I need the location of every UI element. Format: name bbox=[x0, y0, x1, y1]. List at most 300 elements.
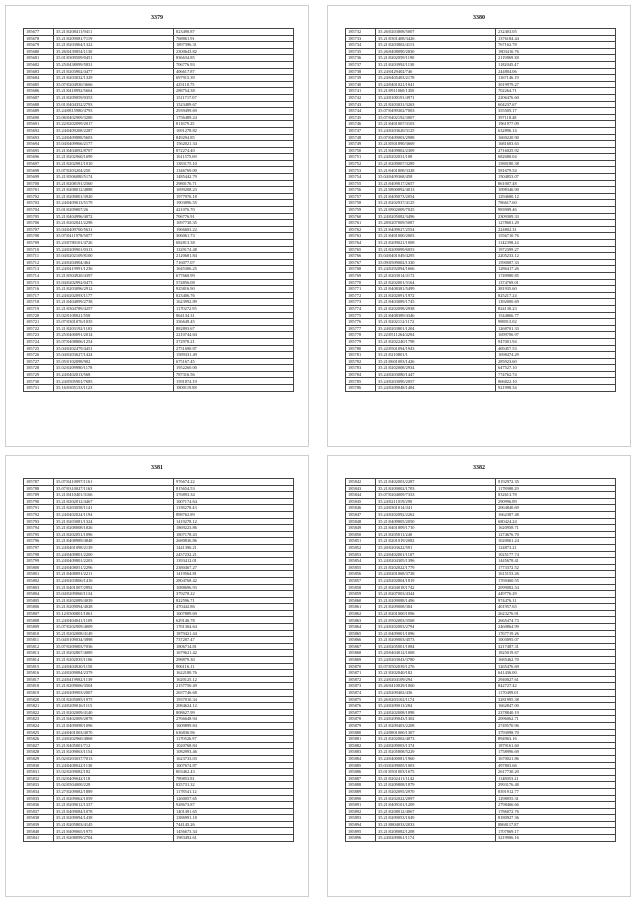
row-id-cell: 185784 bbox=[346, 371, 376, 378]
amount-cell: 1523489.67 bbox=[174, 101, 294, 108]
account-number-cell: 35.24/0209084/2379 bbox=[54, 670, 174, 677]
row-id-cell: 185850 bbox=[346, 531, 376, 538]
account-number-cell: 35.21/0208411/9411 bbox=[54, 29, 174, 36]
row-id-cell: 185835 bbox=[24, 795, 54, 802]
table-row bbox=[24, 338, 294, 345]
row-id-cell: 185799 bbox=[24, 558, 54, 565]
amount-cell: 677660.99 bbox=[174, 272, 294, 279]
amount-cell: 1170272.95 bbox=[174, 305, 294, 312]
amount-cell: 2157750.49 bbox=[174, 683, 294, 690]
row-id-cell: 185885 bbox=[346, 762, 376, 769]
account-number-cell: 35.21/0404099/2738 bbox=[54, 299, 174, 306]
row-id-cell: 185844 bbox=[346, 492, 376, 499]
row-id-cell: 185840 bbox=[24, 828, 54, 835]
table-row bbox=[24, 35, 294, 42]
row-id-cell: 185802 bbox=[24, 577, 54, 584]
table-row bbox=[346, 160, 616, 167]
table-row bbox=[346, 564, 616, 571]
table-row bbox=[346, 749, 616, 756]
row-id-cell: 185892 bbox=[346, 808, 376, 815]
row-id-cell: 185759 bbox=[346, 207, 376, 214]
amount-cell: 124873.21 bbox=[496, 544, 616, 551]
table-row bbox=[24, 358, 294, 365]
amount-cell: 401957.65 bbox=[496, 604, 616, 611]
amount-cell: 1456673.34 bbox=[174, 828, 294, 835]
table-row bbox=[24, 325, 294, 332]
row-id-cell: 185714 bbox=[24, 272, 54, 279]
table-row bbox=[346, 577, 616, 584]
row-id-cell: 185795 bbox=[24, 531, 54, 538]
account-number-cell: 35.21/0409805/2050 bbox=[376, 518, 496, 525]
row-id-cell: 185824 bbox=[24, 722, 54, 729]
table-row bbox=[24, 782, 294, 789]
row-id-cell: 185820 bbox=[24, 696, 54, 703]
row-id-cell: 185881 bbox=[346, 736, 376, 743]
account-number-cell: 35.04/0401049/4295 bbox=[376, 253, 496, 260]
account-number-cell: 35.21/0202098/2938 bbox=[376, 305, 496, 312]
amount-cell: 1020768.84 bbox=[174, 742, 294, 749]
account-number-cell: 35.24/0292094/1666 bbox=[376, 266, 496, 273]
row-id-cell: 185834 bbox=[24, 788, 54, 795]
row-id-cell: 185722 bbox=[24, 325, 54, 332]
amount-cell: 675167.45 bbox=[174, 358, 294, 365]
row-id-cell: 185826 bbox=[24, 736, 54, 743]
account-number-cell: 35.24/0100191/4971 bbox=[376, 94, 496, 101]
amount-cell: 1088696.93 bbox=[174, 584, 294, 591]
table-row bbox=[346, 762, 616, 769]
account-number-cell: 35.24/0301014/341 bbox=[376, 505, 496, 512]
account-number-cell: 35.21/0208082/1208 bbox=[376, 828, 496, 835]
account-number-cell: 35.21/0209059/0353 bbox=[54, 94, 174, 101]
row-id-cell: 185860 bbox=[346, 597, 376, 604]
amount-cell: 1623733.03 bbox=[174, 755, 294, 762]
page-number: 3382 bbox=[473, 465, 485, 471]
row-id-cell: 185687 bbox=[24, 94, 54, 101]
amount-cell: 2064840.69 bbox=[496, 505, 616, 512]
amount-cell: 1803416.76 bbox=[496, 48, 616, 55]
account-number-cell: 35.24/0408051/2296 bbox=[54, 564, 174, 571]
table-row bbox=[24, 299, 294, 306]
row-id-cell: 185859 bbox=[346, 591, 376, 598]
amount-cell: 680424.24 bbox=[496, 518, 616, 525]
ledger-table bbox=[345, 28, 616, 392]
account-number-cell: 35.21/0202059/1190 bbox=[376, 55, 496, 62]
row-id-cell: 185813 bbox=[24, 650, 54, 657]
account-number-cell: 35.01/0309509/0451 bbox=[54, 55, 174, 62]
row-id-cell: 185849 bbox=[346, 525, 376, 532]
table-row bbox=[346, 498, 616, 505]
row-id-cell: 185807 bbox=[24, 610, 54, 617]
amount-cell: 1698474.29 bbox=[496, 352, 616, 359]
amount-cell: 1620958.71 bbox=[496, 525, 616, 532]
amount-cell: 2766648.94 bbox=[174, 716, 294, 723]
table-row bbox=[346, 127, 616, 134]
row-id-cell: 185728 bbox=[24, 365, 54, 372]
account-number-cell: 35.21/0202091/1972 bbox=[376, 292, 496, 299]
row-id-cell: 185700 bbox=[24, 180, 54, 187]
table-row bbox=[346, 650, 616, 657]
table-row bbox=[24, 835, 294, 842]
account-number-cell: 35.02/0409042/118 bbox=[54, 775, 174, 782]
table-row bbox=[346, 378, 616, 385]
table-row bbox=[24, 571, 294, 578]
table-row bbox=[24, 292, 294, 299]
table-row bbox=[24, 42, 294, 49]
account-number-cell: 35.24/0205082/3496 bbox=[376, 213, 496, 220]
amount-cell: 1591874.19 bbox=[174, 378, 294, 385]
row-id-cell: 185792 bbox=[24, 511, 54, 518]
table-row bbox=[346, 558, 616, 565]
account-number-cell: 35.24/0203080/1447 bbox=[376, 371, 496, 378]
account-number-cell: 35.24/0405403/2178 bbox=[376, 75, 496, 82]
table-row bbox=[24, 821, 294, 828]
account-number-cell: 35.21/0202051/1096 bbox=[54, 531, 174, 538]
row-id-cell: 185764 bbox=[346, 240, 376, 247]
account-number-cell: 35.21/0209094/4028 bbox=[54, 604, 174, 611]
row-id-cell: 185863 bbox=[346, 617, 376, 624]
amount-cell: 1374769.01 bbox=[496, 279, 616, 286]
table-row bbox=[346, 676, 616, 683]
table-row bbox=[24, 286, 294, 293]
account-number-cell: 35.21/0418992/5664 bbox=[54, 88, 174, 95]
table-row bbox=[346, 42, 616, 49]
table-row bbox=[24, 742, 294, 749]
row-id-cell: 185789 bbox=[24, 492, 54, 499]
amount-cell: 1562021.34 bbox=[174, 141, 294, 148]
table-row bbox=[24, 657, 294, 664]
table-row bbox=[346, 624, 616, 631]
account-number-cell: 35.21/0408989/4848 bbox=[54, 538, 174, 545]
account-number-cell: 35.24/0209048/1484 bbox=[376, 385, 496, 392]
row-id-cell: 185864 bbox=[346, 624, 376, 631]
row-id-cell: 185838 bbox=[24, 815, 54, 822]
document-page-4 bbox=[327, 455, 631, 897]
account-number-cell: 35.24/0401098/2139 bbox=[54, 544, 174, 551]
account-number-cell: 35.03/0209005/1003 bbox=[376, 762, 496, 769]
account-number-cell: 35.07/0209003/7036 bbox=[54, 643, 174, 650]
table-row bbox=[24, 213, 294, 220]
table-row bbox=[24, 187, 294, 194]
account-number-cell: 35.24/0409888/5603 bbox=[54, 134, 174, 141]
table-row bbox=[24, 479, 294, 486]
row-id-cell: 185887 bbox=[346, 775, 376, 782]
account-number-cell: 35.26/0410029/1060 bbox=[376, 683, 496, 690]
amount-cell: 288754.38 bbox=[174, 88, 294, 95]
table-row bbox=[24, 624, 294, 631]
row-id-cell: 185810 bbox=[24, 630, 54, 637]
table-row bbox=[346, 286, 616, 293]
table-row bbox=[24, 240, 294, 247]
row-id-cell: 185776 bbox=[346, 319, 376, 326]
account-number-cell: 35.21/0210801/1 bbox=[376, 352, 496, 359]
row-id-cell: 185726 bbox=[24, 352, 54, 359]
row-id-cell: 185831 bbox=[24, 769, 54, 776]
amount-cell: 1607889.69 bbox=[174, 610, 294, 617]
row-id-cell: 185679 bbox=[24, 42, 54, 49]
amount-cell: 1148053.21 bbox=[496, 775, 616, 782]
account-number-cell: 35.21/0208008/1826 bbox=[54, 525, 174, 532]
table-row bbox=[24, 637, 294, 644]
account-number-cell: 35.21/0209008/304 bbox=[376, 604, 496, 611]
row-id-cell: 185681 bbox=[24, 55, 54, 62]
account-number-cell: 35.21/0301408/3426 bbox=[376, 35, 496, 42]
table-row bbox=[24, 531, 294, 538]
amount-cell: 2751690.87 bbox=[174, 345, 294, 352]
table-row bbox=[24, 769, 294, 776]
table-row bbox=[24, 207, 294, 214]
table-row bbox=[346, 68, 616, 75]
amount-cell: 832613.78 bbox=[496, 492, 616, 499]
row-id-cell: 185697 bbox=[24, 160, 54, 167]
account-number-cell: 35.26/0439854/1130 bbox=[54, 48, 174, 55]
row-id-cell: 185801 bbox=[24, 571, 54, 578]
account-number-cell: 35.02/0203037/7013 bbox=[54, 755, 174, 762]
table-row bbox=[24, 121, 294, 128]
account-number-cell: 35.21/0209021/1008 bbox=[376, 240, 496, 247]
row-id-cell: 185793 bbox=[24, 518, 54, 525]
account-number-cell: 35.01/0501003/1675 bbox=[376, 769, 496, 776]
table-row bbox=[346, 193, 616, 200]
row-id-cell: 185890 bbox=[346, 795, 376, 802]
amount-cell: 406617.87 bbox=[174, 68, 294, 75]
table-row bbox=[24, 193, 294, 200]
amount-cell: 1879421.44 bbox=[174, 630, 294, 637]
amount-cell: 824130.23 bbox=[496, 305, 616, 312]
table-row bbox=[346, 114, 616, 121]
row-id-cell: 185873 bbox=[346, 683, 376, 690]
row-id-cell: 185709 bbox=[24, 240, 54, 247]
row-id-cell: 185772 bbox=[346, 292, 376, 299]
amount-cell: 1607674.87 bbox=[174, 762, 294, 769]
amount-cell: 1167146.19 bbox=[496, 75, 616, 82]
table-row bbox=[346, 240, 616, 247]
account-number-cell: 35.21/0506080/5174 bbox=[54, 174, 174, 181]
table-row bbox=[346, 55, 616, 62]
account-number-cell: 35.24/0402001/1107 bbox=[376, 551, 496, 558]
row-id-cell: 185752 bbox=[346, 160, 376, 167]
row-id-cell: 185832 bbox=[24, 775, 54, 782]
row-id-cell: 185711 bbox=[24, 253, 54, 260]
account-number-cell: 35.12/0300801/1061 bbox=[54, 610, 174, 617]
row-id-cell: 185862 bbox=[346, 610, 376, 617]
account-number-cell: 35.21/0202240/1798 bbox=[376, 338, 496, 345]
amount-cell: 1773372.52 bbox=[496, 564, 616, 571]
row-id-cell: 185893 bbox=[346, 815, 376, 822]
row-id-cell: 185812 bbox=[24, 643, 54, 650]
amount-cell: 1158278.43 bbox=[174, 505, 294, 512]
table-row bbox=[346, 246, 616, 253]
account-number-cell: 35.21/0208012/4888 bbox=[54, 187, 174, 194]
amount-cell: 1383175.10 bbox=[174, 160, 294, 167]
amount-cell: 1952260.00 bbox=[174, 365, 294, 372]
amount-cell: 1278601.29 bbox=[496, 220, 616, 227]
row-id-cell: 185715 bbox=[24, 279, 54, 286]
table-row bbox=[24, 795, 294, 802]
row-id-cell: 185735 bbox=[346, 48, 376, 55]
account-number-cell: 35.21/0201000/1096 bbox=[376, 610, 496, 617]
table-row bbox=[24, 279, 294, 286]
row-id-cell: 185821 bbox=[24, 703, 54, 710]
table-row bbox=[346, 338, 616, 345]
account-number-cell: 35.21/0203992/1130 bbox=[376, 61, 496, 68]
row-id-cell: 185678 bbox=[24, 35, 54, 42]
row-id-cell: 185771 bbox=[346, 286, 376, 293]
account-number-cell: 35.01/0205085/1975 bbox=[54, 696, 174, 703]
table-row bbox=[24, 663, 294, 670]
account-number-cell: 35.21/0209094/1438 bbox=[54, 815, 174, 822]
amount-cell: 290996.89 bbox=[496, 498, 616, 505]
row-id-cell: 185845 bbox=[346, 498, 376, 505]
table-row bbox=[346, 325, 616, 332]
table-row bbox=[346, 94, 616, 101]
amount-cell: 1622180.76 bbox=[174, 670, 294, 677]
table-row bbox=[346, 312, 616, 319]
row-id-cell: 185857 bbox=[346, 577, 376, 584]
account-number-cell: 35.21/0203058/1141 bbox=[54, 505, 174, 512]
row-id-cell: 185710 bbox=[24, 246, 54, 253]
account-number-cell: 35.21/0401000/2003 bbox=[376, 233, 496, 240]
row-id-cell: 185706 bbox=[24, 220, 54, 227]
table-row bbox=[24, 253, 294, 260]
account-number-cell: 35.21/0203096/2912 bbox=[54, 286, 174, 293]
row-id-cell: 185729 bbox=[24, 371, 54, 378]
amount-cell: 581679.54 bbox=[496, 167, 616, 174]
table-row bbox=[24, 266, 294, 273]
row-id-cell: 185875 bbox=[346, 696, 376, 703]
account-number-cell: 35.21/0203802/4113 bbox=[376, 42, 496, 49]
amount-cell: 2623276.91 bbox=[496, 610, 616, 617]
account-number-cell: 35.24/0419982/1139 bbox=[54, 676, 174, 683]
table-row bbox=[24, 604, 294, 611]
amount-cell: 822596.71 bbox=[174, 597, 294, 604]
row-id-cell: 185865 bbox=[346, 630, 376, 637]
amount-cell: 921998.34 bbox=[496, 385, 616, 392]
table-row bbox=[346, 551, 616, 558]
row-id-cell: 185719 bbox=[24, 305, 54, 312]
account-number-cell: 35.21/0409073/2054 bbox=[376, 193, 496, 200]
amount-cell: 2980176.71 bbox=[174, 180, 294, 187]
account-number-cell: 35.21/0202012/4467 bbox=[54, 498, 174, 505]
row-id-cell: 185788 bbox=[24, 485, 54, 492]
account-number-cell: 35.24/0201068/3728 bbox=[376, 571, 496, 578]
table-row bbox=[24, 319, 294, 326]
account-number-cell: 35.24/0203090/2057 bbox=[376, 378, 496, 385]
table-row bbox=[24, 584, 294, 591]
table-row bbox=[346, 683, 616, 690]
table-row bbox=[346, 815, 616, 822]
amount-cell: 355505.17 bbox=[496, 108, 616, 115]
table-row bbox=[24, 703, 294, 710]
row-id-cell: 185778 bbox=[346, 332, 376, 339]
table-row bbox=[24, 755, 294, 762]
row-id-cell: 185741 bbox=[346, 88, 376, 95]
table-row bbox=[346, 61, 616, 68]
account-number-cell: 35.21/0203014/3172 bbox=[376, 272, 496, 279]
amount-cell: 706776.91 bbox=[174, 213, 294, 220]
row-id-cell: 185686 bbox=[24, 88, 54, 95]
amount-cell: 2939499.69 bbox=[174, 108, 294, 115]
amount-cell: 2460864.99 bbox=[496, 624, 616, 631]
row-id-cell: 185869 bbox=[346, 657, 376, 664]
table-row bbox=[346, 716, 616, 723]
amount-cell: 2993176.48 bbox=[496, 782, 616, 789]
account-number-cell: 35.04/0202109/8100 bbox=[54, 253, 174, 260]
table-row bbox=[24, 81, 294, 88]
amount-cell: 1544866.77 bbox=[496, 312, 616, 319]
account-number-cell: 35.21/0409065/1975 bbox=[54, 828, 174, 835]
table-row bbox=[24, 365, 294, 372]
row-id-cell: 185872 bbox=[346, 676, 376, 683]
table-row bbox=[24, 141, 294, 148]
account-number-cell: 35.24/0204904/464 bbox=[54, 259, 174, 266]
row-id-cell: 185811 bbox=[24, 637, 54, 644]
amount-cell: 2749570.96 bbox=[496, 722, 616, 729]
amount-cell: 789853.81 bbox=[174, 775, 294, 782]
table-row bbox=[346, 571, 616, 578]
row-id-cell: 185760 bbox=[346, 213, 376, 220]
table-row bbox=[346, 584, 616, 591]
account-number-cell: 35.21/0404996/4072 bbox=[54, 213, 174, 220]
account-number-cell: 35.22/0202099/2017 bbox=[54, 121, 174, 128]
amount-cell: 947001.94 bbox=[496, 338, 616, 345]
account-number-cell: 35.21/0409027/2554 bbox=[376, 226, 496, 233]
account-number-cell: 35.24/0409801/2200 bbox=[54, 551, 174, 558]
table-row bbox=[24, 525, 294, 532]
amount-cell: 1607174.64 bbox=[174, 498, 294, 505]
row-id-cell: 185805 bbox=[24, 597, 54, 604]
table-row bbox=[24, 108, 294, 115]
table-row bbox=[346, 630, 616, 637]
table-row bbox=[346, 81, 616, 88]
account-number-cell: 35.24/0409208/2287 bbox=[54, 127, 174, 134]
table-row bbox=[346, 657, 616, 664]
account-number-cell: 35.26/0203102/1174 bbox=[376, 696, 496, 703]
amount-cell: 1966603.22 bbox=[174, 226, 294, 233]
amount-cell: 1286417.26 bbox=[496, 266, 616, 273]
account-number-cell: 35.21/0207003/4344 bbox=[376, 591, 496, 598]
row-id-cell: 185699 bbox=[24, 174, 54, 181]
account-number-cell: 35.24/0408022/1130 bbox=[54, 762, 174, 769]
account-number-cell: 35.21/0209063/1154 bbox=[54, 749, 174, 756]
account-number-cell: 35.21/0202009/4140 bbox=[54, 709, 174, 716]
table-row bbox=[346, 696, 616, 703]
table-row bbox=[24, 650, 294, 657]
table-row bbox=[24, 492, 294, 499]
amount-cell: 379278.22 bbox=[174, 591, 294, 598]
row-id-cell: 185748 bbox=[346, 134, 376, 141]
account-number-cell: 35.07/0411978/5077 bbox=[54, 233, 174, 240]
account-number-cell: 35.02/0108021/558 bbox=[54, 312, 174, 319]
account-number-cell: 35.21/0209099/6053 bbox=[376, 246, 496, 253]
row-id-cell: 185682 bbox=[24, 61, 54, 68]
row-id-cell: 185723 bbox=[24, 332, 54, 339]
amount-cell: 767162.78 bbox=[496, 42, 616, 49]
row-id-cell: 185756 bbox=[346, 187, 376, 194]
account-number-cell: 35.21/0202960/1699 bbox=[54, 154, 174, 161]
table-row bbox=[346, 154, 616, 161]
row-id-cell: 185774 bbox=[346, 305, 376, 312]
account-number-cell: 35.21/0501890/3669 bbox=[376, 141, 496, 148]
amount-cell: 8180927.36 bbox=[496, 815, 616, 822]
amount-cell: 1761364.64 bbox=[174, 624, 294, 631]
amount-cell: 815654.53 bbox=[174, 485, 294, 492]
row-id-cell: 185745 bbox=[346, 114, 376, 121]
amount-cell: 604237.67 bbox=[496, 101, 616, 108]
row-id-cell: 185692 bbox=[24, 127, 54, 134]
account-number-cell: 35.07/0301076/1035 bbox=[54, 319, 174, 326]
amount-cell: 1511717.07 bbox=[174, 94, 294, 101]
account-number-cell: 35.21/0502003/3568 bbox=[376, 617, 496, 624]
